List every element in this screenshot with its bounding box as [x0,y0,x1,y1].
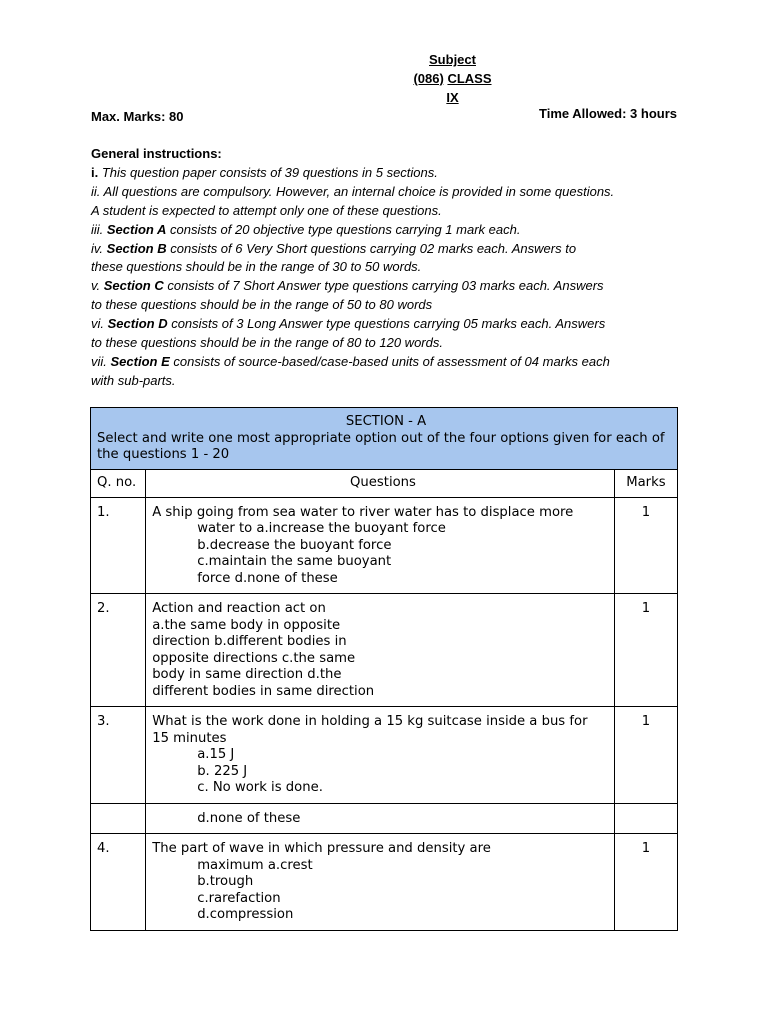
instruction-line: vii. Section E consists of source-based/case-based units of assessment of 04 marks each [91,353,610,369]
question-marks: 1 [614,594,677,707]
question-text: The part of wave in which pressure and density are maximum a.crest b.trough c.rarefaction d.compression [146,834,615,931]
question-number: 1. [91,497,146,594]
instruction-line: these questions should be in the range of 30 to 50 words. [91,259,422,275]
table-row [91,594,678,707]
question-marks: 1 [614,497,677,594]
question-number: 4. [91,834,146,931]
instruction-line: A student is expected to attempt only one of these questions. [91,202,442,218]
instruction-line: vi. Section D consists of 3 Long Answer type questions carrying 05 marks each. Answers [91,316,606,332]
table-row [91,803,678,834]
header-qno: Q. no. [91,469,146,497]
question-number: 3. [91,707,146,804]
section-a-table [90,407,678,931]
general-instructions [91,145,681,391]
instructions-title: General instructions: [91,146,222,161]
question-number: 2. [91,594,146,707]
instruction-line: to these questions should be in the range of 50 to 80 words [91,297,433,313]
question-text: A ship going from sea water to river water has to displace more water to a.increase the buoyant force b.decrease the buoyant force c.maintain the same buoyant force d.none of these [146,497,615,594]
question-marks: 1 [614,834,677,931]
table-header-row [91,469,678,497]
class-value: IX [446,90,459,105]
header-questions: Questions [146,469,615,497]
instruction-line: v. Section C consists of 7 Short Answer type questions carrying 03 marks each. Answers [91,278,604,294]
max-marks: Max. Marks: 80 [91,109,184,124]
question-marks [614,803,677,834]
subject-code: (086) [413,71,444,86]
question-text: Action and reaction act on a.the same body in opposite direction b.different bodies in opposite directions c.the same body in same direction d.the different bodies in same direction [146,594,615,707]
section-description: Select and write one most appropriate option out of the four options given for each of the questions 1 - 20 [97,430,665,462]
time-allowed: Time Allowed: 3 hours [539,106,677,121]
instruction-line: to these questions should be in the range of 80 to 120 words. [91,335,443,351]
table-row [91,834,678,931]
class-label: CLASS [447,71,492,86]
question-text: What is the work done in holding a 15 kg suitcase inside a bus for 15 minutes a.15 J b. 225 J c. No work is done. [146,707,615,804]
section-banner [91,408,678,470]
instruction-line: ii. All questions are compulsory. However, an internal choice is provided in some questions. [91,183,615,199]
instruction-line: iii. Section A consists of 20 objective type questions carrying 1 mark each. [91,221,521,237]
question-text: d.none of these [146,803,615,834]
subject-label: Subject [429,52,476,67]
header-marks: Marks [614,469,677,497]
question-marks: 1 [614,707,677,804]
subject-heading [380,50,525,107]
table-row [91,497,678,594]
section-title: SECTION - A [345,414,427,429]
table-row [91,707,678,804]
instruction-line: iv. Section B consists of 6 Very Short questions carrying 02 marks each. Answers to [91,240,577,256]
question-number [91,803,146,834]
instruction-line: with sub-parts. [91,372,176,388]
instruction-line: i. This question paper consists of 39 questions in 5 sections. [91,164,438,180]
